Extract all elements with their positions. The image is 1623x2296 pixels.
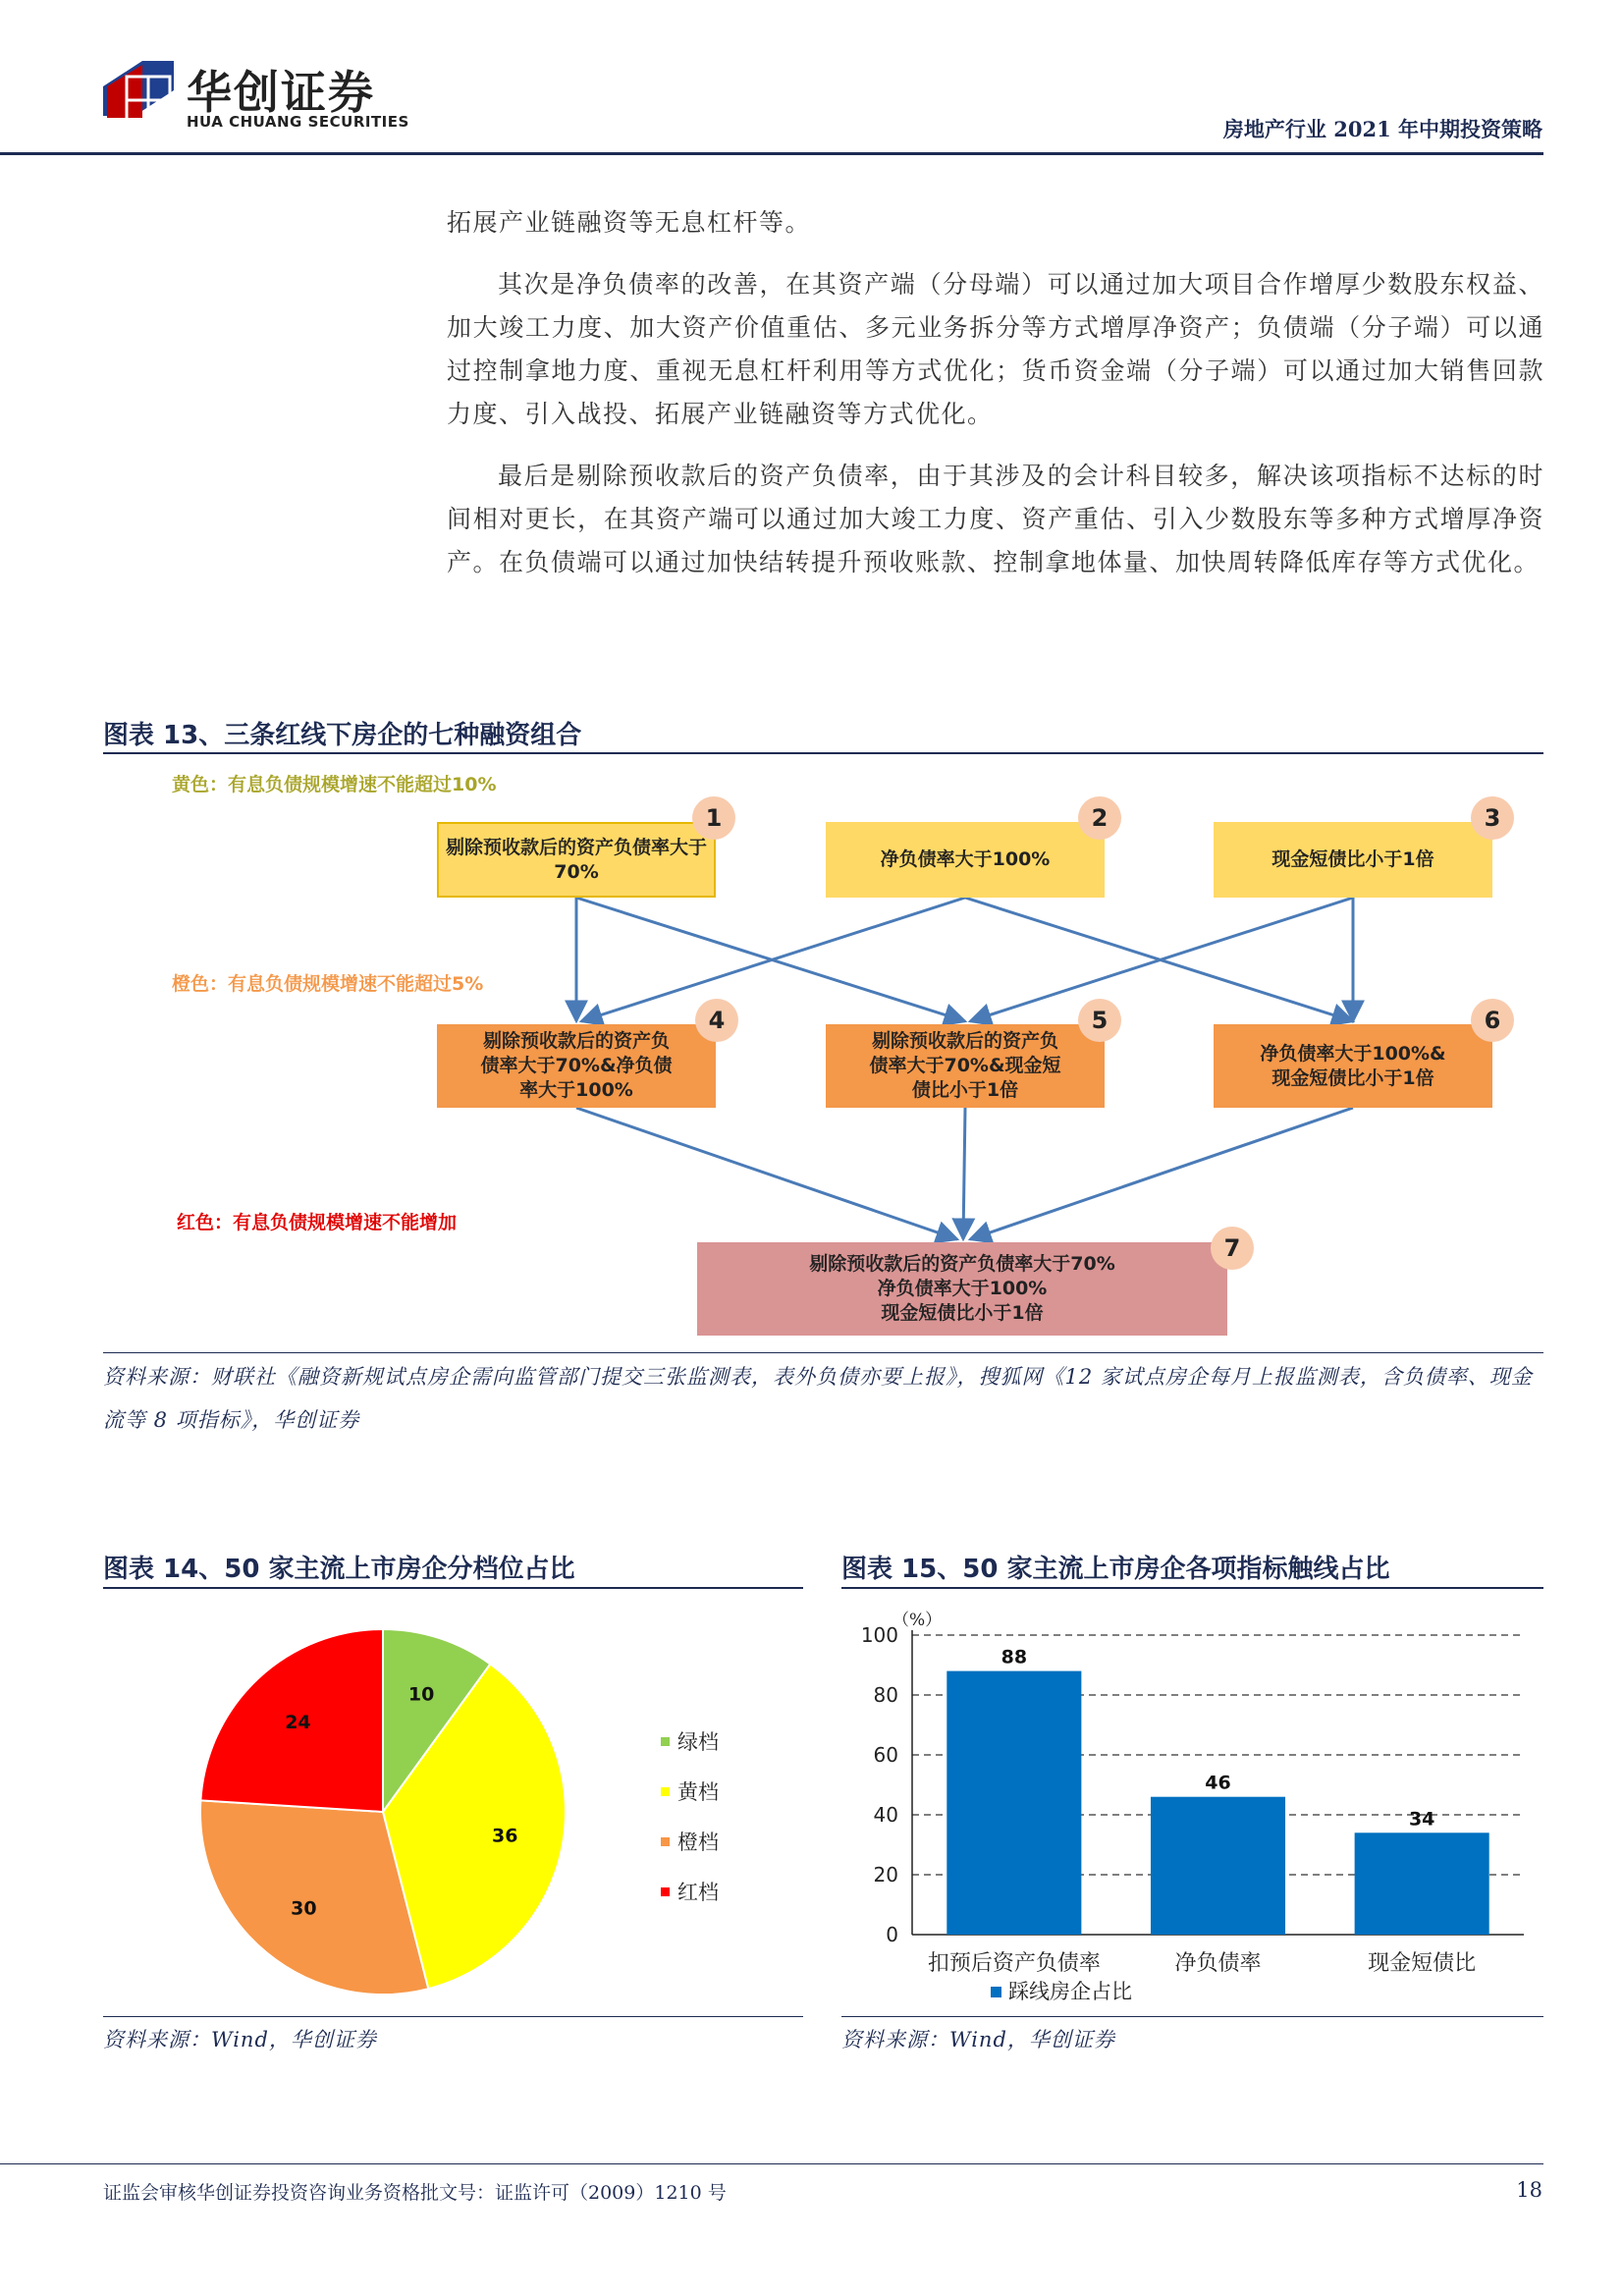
legend-orange — [661, 1827, 719, 1856]
legend-swatch — [661, 1737, 670, 1746]
flow-box-7: 剔除预收款后的资产负债率大于70% 净负债率大于100% 现金短债比小于1倍 — [697, 1242, 1227, 1336]
figure-13-bottom-rule — [103, 1352, 1543, 1353]
figure-14-source: 资料来源：Wind，华创证券 — [103, 2028, 377, 2051]
legend-label: 踩线房企占比 — [1008, 1980, 1132, 2003]
badge-7: 7 — [1211, 1227, 1254, 1270]
badge-4: 4 — [695, 999, 738, 1042]
badge-3: 3 — [1471, 796, 1514, 840]
arrow-4-7 — [576, 1108, 957, 1239]
x-category-label: 扣预后资产负债率 — [927, 1951, 1101, 1976]
bar-2 — [1355, 1832, 1489, 1935]
paragraph: 拓展产业链融资等无息杠杆等。 — [447, 208, 812, 237]
flow-box-2: 净负债率大于100% — [826, 822, 1105, 898]
arrow-6-7 — [970, 1108, 1353, 1239]
logo-name-cn: 华创证券 — [187, 66, 375, 119]
report-title: 房地产行业 2021 年中期投资策略 — [1222, 117, 1542, 141]
x-category-label: 现金短债比 — [1368, 1951, 1477, 1976]
badge-5: 5 — [1078, 999, 1121, 1042]
paragraph: 其次是净负债率的改善，在其资产端（分母端）可以通过加大项目合作增厚少数股东权益、加大竣工力度、加大资产价值重估、多元业务拆分等方式增厚净资产；负债端（分子端）可以通过控制拿地力度、重视无息杠杆利用等方式优化；货币资金端（分子端）可以通过加大销售回款力度、引入战投、拓展产业链融资等方式优化。 — [447, 270, 1544, 428]
bar-data-label: 34 — [1408, 1808, 1435, 1831]
note-orange: 橙色：有息负债规模增速不能超过5% — [172, 973, 484, 995]
legend-red — [661, 1877, 719, 1906]
legend-swatch — [661, 1887, 670, 1896]
flow-box-4: 剔除预收款后的资产负债率大于70%&净负债率大于100% — [437, 1024, 716, 1108]
badge-1: 1 — [692, 796, 735, 840]
logo-name-en: HUA CHUANG SECURITIES — [187, 113, 409, 131]
figure-14-bottom-rule — [103, 2016, 803, 2017]
badge-6: 6 — [1471, 999, 1514, 1042]
y-tick-label: 80 — [873, 1683, 898, 1707]
figure-13-source: 资料来源：财联社《融资新规试点房企需向监管部门提交三张监测表，表外负债亦要上报》，搜狐网《12 家试点房企每月上报监测表，含负债率、现金流等 8 项指标》，华创证券 — [103, 1365, 1533, 1432]
flow-box-1: 剔除预收款后的资产负债率大于70% — [437, 822, 716, 898]
bar-1 — [1151, 1797, 1285, 1935]
x-category-label: 净负债率 — [1174, 1951, 1262, 1976]
figure-15-source: 资料来源：Wind，华创证券 — [841, 2028, 1115, 2051]
flow-box-6: 净负债率大于100%&现金短债比小于1倍 — [1214, 1024, 1492, 1108]
flow-box-5: 剔除预收款后的资产负债率大于70%&现金短债比小于1倍 — [826, 1024, 1105, 1108]
pie-data-label: 10 — [407, 1683, 435, 1706]
y-tick-label: 60 — [873, 1743, 898, 1767]
legend-swatch — [991, 1987, 1001, 1997]
figure-15-rule — [841, 1587, 1543, 1589]
y-tick-label: 0 — [886, 1923, 898, 1946]
bar-chart — [841, 1591, 1543, 2013]
page-number: 18 — [1516, 2178, 1542, 2202]
figure-14-rule — [103, 1587, 803, 1589]
arrow-5-7 — [963, 1108, 965, 1239]
pie-data-label: 30 — [291, 1897, 317, 1920]
bar-data-label: 46 — [1205, 1772, 1231, 1794]
footer-divider — [0, 2163, 1543, 2164]
figure-14-title: 图表 14、50 家主流上市房企分档位占比 — [103, 1555, 575, 1584]
pie-chart — [177, 1606, 589, 2018]
y-tick-label: 20 — [873, 1863, 898, 1886]
pie-data-label: 24 — [285, 1711, 311, 1733]
legend-swatch — [661, 1837, 670, 1846]
legend-label: 红档 — [677, 1881, 719, 1904]
figure-13-title: 图表 13、三条红线下房企的七种融资组合 — [103, 721, 582, 750]
pie-data-label: 36 — [492, 1825, 518, 1847]
footer-license: 证监会审核华创证券投资咨询业务资格批文号：证监许可（2009）1210 号 — [103, 2182, 727, 2204]
bar-0 — [947, 1671, 1081, 1935]
y-tick-label: 40 — [873, 1803, 898, 1827]
paragraph: 最后是剔除预收款后的资产负债率，由于其涉及的会计科目较多，解决该项指标不达标的时间相对更长，在其资产端可以通过加大竣工力度、资产重估、引入少数股东等多种方式增厚净资产。在负债端可以通过加快结转提升预收账款、控制拿地体量、加快周转降低库存等方式优化。 — [447, 462, 1544, 576]
legend-label: 橙档 — [677, 1831, 719, 1854]
figure-15-bottom-rule — [841, 2016, 1543, 2017]
y-tick-label: 100 — [860, 1623, 898, 1647]
legend-yellow — [661, 1777, 719, 1806]
figure-15-title: 图表 15、50 家主流上市房企各项指标触线占比 — [841, 1555, 1390, 1584]
legend-label: 绿档 — [677, 1730, 719, 1754]
legend-swatch — [661, 1787, 670, 1796]
legend-label: 黄档 — [677, 1780, 719, 1804]
legend-green — [661, 1726, 719, 1756]
note-red: 红色：有息负债规模增速不能增加 — [177, 1212, 458, 1233]
bar-data-label: 88 — [1001, 1646, 1028, 1668]
note-yellow: 黄色：有息负债规模增速不能超过10% — [172, 774, 497, 795]
y-axis-unit: （%） — [893, 1611, 943, 1630]
flow-box-3: 现金短债比小于1倍 — [1214, 822, 1492, 898]
badge-2: 2 — [1078, 796, 1121, 840]
